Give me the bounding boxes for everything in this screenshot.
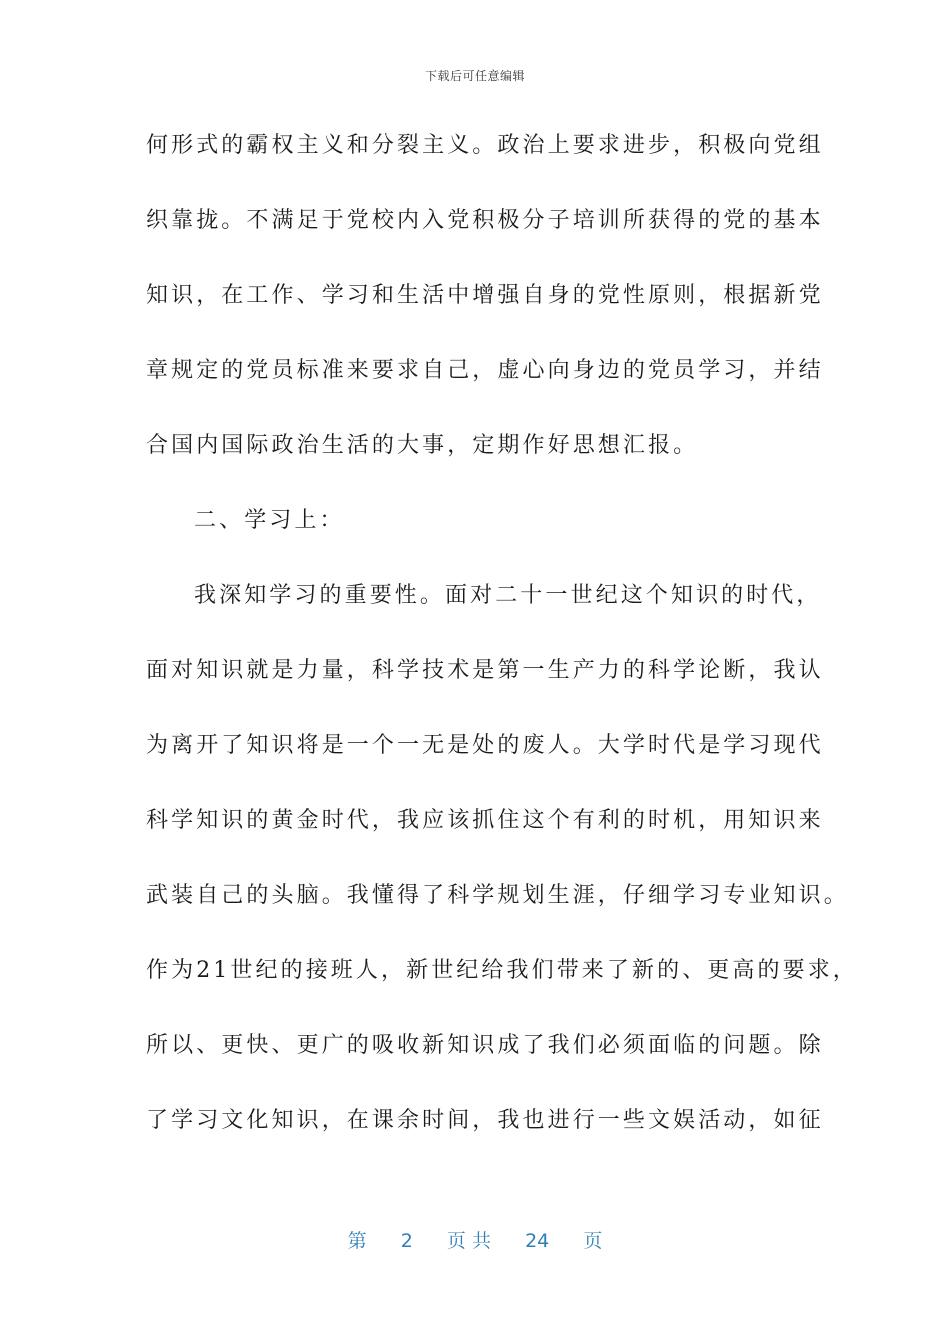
document-body — [146, 128, 858, 1178]
body-line: 面对知识就是力量，科学技术是第一生产力的科学论断，我认 — [146, 658, 824, 683]
body-line: 我深知学习的重要性。面对二十一世纪这个知识的时代， — [194, 583, 822, 608]
current-page-number: 2 — [400, 1230, 413, 1252]
body-line: 合国内国际政治生活的大事，定期作好思想汇报。 — [146, 433, 699, 458]
body-line: 所以、更快、更广的吸收新知识成了我们必须面临的问题。除 — [146, 1033, 824, 1058]
section-heading: 二、学习上： — [194, 508, 345, 533]
body-line: 了学习文化知识，在课余时间，我也进行一些文娱活动，如征 — [146, 1108, 824, 1133]
body-line: 何形式的霸权主义和分裂主义。政治上要求进步，积极向党组 — [146, 133, 824, 158]
total-page-count: 24 — [525, 1230, 550, 1252]
body-line: 作为21世纪的接班人，新世纪给我们带来了新的、更高的要求， — [146, 958, 858, 983]
footer-middle: 页 共 — [446, 1230, 491, 1252]
page-footer — [0, 1226, 950, 1253]
body-line: 章规定的党员标准来要求自己，虚心向身边的党员学习，并结 — [146, 358, 824, 383]
body-line: 织靠拢。不满足于党校内入党积极分子培训所获得的党的基本 — [146, 208, 824, 233]
body-line: 为离开了知识将是一个一无是处的废人。大学时代是学习现代 — [146, 733, 824, 758]
header-note: 下载后可任意编辑 — [424, 69, 525, 83]
body-line: 武装自己的头脑。我懂得了科学规划生涯，仔细学习专业知识。 — [146, 883, 849, 908]
footer-suffix: 页 — [583, 1230, 603, 1252]
body-line: 知识，在工作、学习和生活中增强自身的党性原则，根据新党 — [146, 283, 824, 308]
footer-prefix: 第 — [347, 1230, 367, 1252]
body-line: 科学知识的黄金时代，我应该抓住这个有利的时机，用知识来 — [146, 808, 824, 833]
